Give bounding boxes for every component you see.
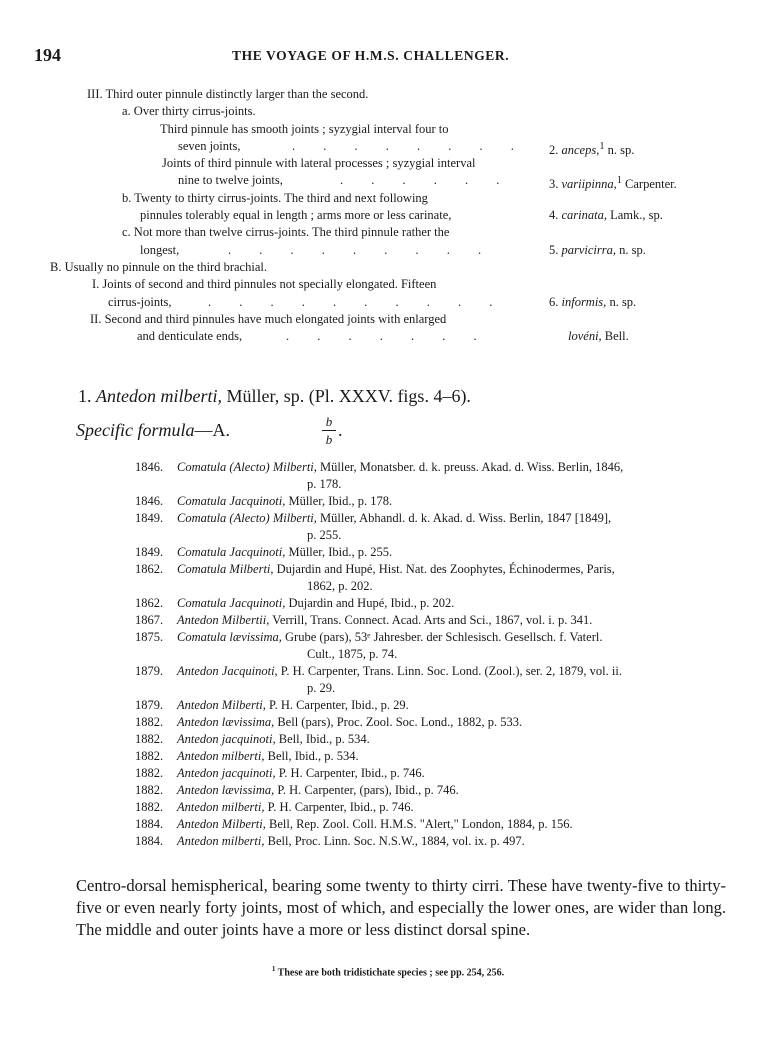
formula-value: —A.	[194, 420, 230, 440]
key-result-authority: n. sp.	[604, 143, 635, 158]
key-line	[0, 224, 776, 241]
synonymy-taxon: Antedon milberti,	[177, 749, 265, 763]
synonymy-reference: Bell, Ibid., p. 534.	[264, 749, 359, 763]
synonymy-citation	[177, 816, 732, 833]
key-line	[0, 172, 776, 192]
synonymy-citation	[177, 595, 732, 612]
synonymy-year: 1862.	[135, 596, 164, 610]
synonymy-taxon: Antedon Milberti,	[177, 698, 266, 712]
species-heading	[78, 386, 471, 407]
synonymy-entry	[0, 493, 776, 510]
key-result-authority: Bell.	[601, 329, 629, 344]
synonymy-entry	[0, 595, 776, 612]
synonymy-taxon: Comatula Jacquinoti,	[177, 494, 286, 508]
synonymy-continuation: p. 178.	[307, 477, 342, 491]
page-header	[34, 45, 750, 69]
key-line	[0, 276, 776, 293]
synonymy-citation	[177, 765, 732, 782]
key-result-number: 6.	[549, 294, 559, 309]
synonymy-entry	[0, 765, 776, 782]
synonymy-citation	[177, 612, 732, 629]
synonymy-citation	[177, 544, 732, 561]
key-result-number: 3.	[549, 177, 559, 192]
key-result-authority: Carpenter.	[621, 177, 677, 192]
species-number: 1.	[78, 386, 92, 406]
footnote-marker: 1	[271, 965, 276, 973]
synonymy-reference: Verrill, Trans. Connect. Acad. Arts and Sci., 1867, vol. i. p. 341.	[269, 613, 593, 627]
synonymy-entry	[0, 748, 776, 765]
footnote-ref: 1	[616, 175, 622, 187]
synonymy-continuation: p. 255.	[307, 528, 342, 542]
key-result-authority: n. sp.	[606, 294, 637, 309]
synonymy-reference: P. H. Carpenter, Trans. Linn. Soc. Lond. (Zool.), ser. 2, 1879, vol. ii.	[277, 664, 622, 678]
synonymy-entry	[0, 782, 776, 799]
synonymy-list	[0, 459, 776, 850]
key-text: Third pinnule has smooth joints ; syzygial interval four to	[160, 121, 449, 136]
key-text: II. Second and third pinnules have much elongated joints with enlarged	[90, 311, 447, 326]
leader-dots: . . . . . . .	[286, 329, 477, 344]
synonymy-year: 1862.	[135, 562, 164, 576]
synonymy-year: 1882.	[135, 783, 164, 797]
synonymy-continuation: Cult., 1875, p. 74.	[307, 647, 398, 661]
synonymy-taxon: Antedon lævissima,	[177, 715, 275, 729]
synonymy-taxon: Comatula (Alecto) Milberti,	[177, 460, 317, 474]
synonymy-year: 1867.	[135, 613, 164, 627]
synonymy-taxon: Antedon Jacquinoti,	[177, 664, 278, 678]
synonymy-citation	[177, 697, 732, 714]
key-line	[0, 86, 776, 103]
key-text: nine to twelve joints,	[178, 173, 283, 188]
synonymy-entry	[0, 731, 776, 748]
key-line	[0, 121, 776, 138]
synonymy-taxon: Antedon Milberti,	[177, 817, 266, 831]
key-result	[568, 328, 629, 345]
synonymy-taxon: Comatula Milberti,	[177, 562, 274, 576]
leader-dots: . . . . . . . . .	[228, 242, 482, 257]
synonymy-year: 1882.	[135, 749, 164, 763]
key-text: longest,	[140, 242, 180, 257]
synonymy-year: 1884.	[135, 817, 164, 831]
leader-dots: . . . . . .	[340, 173, 500, 188]
synonymy-taxon: Comatula Jacquinoti,	[177, 545, 286, 559]
key-line	[0, 259, 776, 276]
synonymy-entry	[0, 544, 776, 561]
key-result-species: lovéni,	[568, 329, 602, 344]
formula-end: .	[338, 420, 343, 440]
synonymy-year: 1849.	[135, 545, 164, 559]
key-result-species: carinata,	[561, 208, 607, 223]
synonymy-taxon: Comatula Jacquinoti,	[177, 596, 286, 610]
formula-numerator: b	[325, 414, 333, 429]
synonymy-reference: Müller, Ibid., p. 255.	[285, 545, 393, 559]
key-result-number: 4.	[549, 208, 559, 223]
key-line	[0, 190, 776, 207]
synonymy-taxon: Comatula lævissima,	[177, 630, 282, 644]
specific-formula	[76, 414, 343, 456]
key-text: B. Usually no pinnule on the third brachial.	[50, 259, 267, 274]
fraction-bar	[322, 430, 336, 431]
leader-dots: . . . . . . . .	[292, 138, 514, 153]
key-result-species: variipinna,	[561, 177, 617, 192]
body-paragraph: Centro-dorsal hemispherical, bearing some twenty to thirty cirri. These have twenty-five to thirty-five or even nearly forty joints, most of which, and especially the lower ones, are wider than long. The middle and outer joints have a more or less distinct dorsal spine.	[76, 876, 726, 939]
synonymy-entry	[0, 833, 776, 850]
synonymy-year: 1882.	[135, 800, 164, 814]
key-text: cirrus-joints,	[108, 294, 172, 309]
synonymy-taxon: Antedon milberti,	[177, 834, 265, 848]
species-name: Antedon milberti,	[96, 386, 222, 406]
synonymy-citation	[177, 782, 732, 799]
formula-label: Specific formula	[76, 420, 195, 440]
key-line	[0, 294, 776, 311]
synonymy-entry	[0, 799, 776, 816]
page-number: 194	[34, 45, 61, 65]
key-result-species: informis,	[561, 294, 607, 309]
synonymy-year: 1846.	[135, 460, 164, 474]
synonymy-continuation: p. 29.	[307, 681, 336, 695]
key-text: a. Over thirty cirrus-joints.	[122, 104, 256, 119]
identification-key	[0, 86, 776, 345]
synonymy-reference: Bell (pars), Proc. Zool. Soc. Lond., 1882, p. 533.	[274, 715, 523, 729]
species-authority: Müller, sp. (Pl. XXXV. figs. 4–6).	[221, 386, 471, 406]
key-result-species: parvicirra,	[561, 242, 617, 257]
synonymy-entry	[0, 663, 776, 697]
synonymy-entry	[0, 561, 776, 595]
synonymy-year: 1882.	[135, 715, 164, 729]
synonymy-taxon: Comatula (Alecto) Milberti,	[177, 511, 317, 525]
synonymy-taxon: Antedon milberti,	[177, 800, 265, 814]
synonymy-citation	[177, 561, 732, 595]
synonymy-citation	[177, 714, 732, 731]
synonymy-entry	[0, 816, 776, 833]
synonymy-year: 1846.	[135, 494, 164, 508]
key-result-authority: n. sp.	[616, 242, 646, 257]
key-result	[549, 207, 663, 224]
key-line	[0, 103, 776, 120]
formula-denominator: b	[325, 432, 333, 447]
synonymy-citation	[177, 629, 732, 663]
synonymy-reference: Bell, Ibid., p. 534.	[275, 732, 370, 746]
synonymy-citation	[177, 493, 732, 510]
synonymy-reference: Bell, Rep. Zool. Coll. H.M.S. "Alert," London, 1884, p. 156.	[265, 817, 573, 831]
key-result-number: 2.	[549, 143, 559, 158]
synonymy-entry	[0, 629, 776, 663]
synonymy-year: 1884.	[135, 834, 164, 848]
synonymy-reference: P. H. Carpenter, (pars), Ibid., p. 746.	[274, 783, 459, 797]
key-result	[549, 242, 646, 259]
synonymy-citation	[177, 748, 732, 765]
synonymy-reference: P. H. Carpenter, Ibid., p. 746.	[275, 766, 425, 780]
key-text: III. Third outer pinnule distinctly larger than the second.	[87, 87, 369, 101]
synonymy-reference: Müller, Abhandl. d. k. Akad. d. Wiss. Berlin, 1847 [1849],	[316, 511, 612, 525]
key-line	[0, 155, 776, 172]
leader-dots: . . . . . . . . . .	[208, 294, 493, 309]
key-result-authority: Lamk., sp.	[606, 208, 663, 223]
footnote-ref: 1	[599, 140, 605, 152]
footnote-text: These are both tridistichate species ; see pp. 254, 256.	[275, 967, 505, 979]
synonymy-taxon: Antedon jacquinoti,	[177, 766, 276, 780]
synonymy-year: 1882.	[135, 766, 164, 780]
synonymy-citation	[177, 663, 732, 697]
synonymy-reference: Dujardin and Hupé, Hist. Nat. des Zoophytes, Échinodermes, Paris,	[273, 562, 615, 576]
key-line	[0, 138, 776, 158]
synonymy-citation	[177, 799, 732, 816]
synonymy-reference: Müller, Monatsber. d. k. preuss. Akad. d. Wiss. Berlin, 1846,	[316, 460, 624, 474]
synonymy-entry	[0, 510, 776, 544]
key-result-species: anceps,	[561, 143, 600, 158]
synonymy-year: 1882.	[135, 732, 164, 746]
key-result-number: 5.	[549, 242, 559, 257]
synonymy-citation	[177, 459, 732, 493]
synonymy-reference: Müller, Ibid., p. 178.	[285, 494, 393, 508]
synonymy-citation	[177, 731, 732, 748]
key-line	[0, 242, 776, 259]
key-text: seven joints,	[178, 138, 241, 153]
synonymy-entry	[0, 697, 776, 714]
synonymy-year: 1875.	[135, 630, 164, 644]
synonymy-entry	[0, 459, 776, 493]
running-title: THE VOYAGE OF H.M.S. CHALLENGER.	[232, 48, 510, 63]
synonymy-reference: Grube (pars), 53ᵉ Jahresber. der Schlesisch. Gesellsch. f. Vaterl.	[281, 630, 603, 644]
key-line	[0, 207, 776, 224]
synonymy-reference: Dujardin and Hupé, Ibid., p. 202.	[285, 596, 455, 610]
synonymy-citation	[177, 833, 732, 850]
synonymy-entry	[0, 714, 776, 731]
footnote	[0, 965, 776, 978]
synonymy-continuation: 1862, p. 202.	[307, 579, 373, 593]
synonymy-year: 1879.	[135, 664, 164, 678]
synonymy-reference: Bell, Proc. Linn. Soc. N.S.W., 1884, vol. ix. p. 497.	[264, 834, 525, 848]
synonymy-reference: P. H. Carpenter, Ibid., p. 746.	[264, 800, 414, 814]
key-text: I. Joints of second and third pinnules not specially elongated. Fifteen	[92, 277, 437, 292]
key-text: c. Not more than twelve cirrus-joints. The third pinnule rather the	[122, 225, 450, 240]
synonymy-year: 1879.	[135, 698, 164, 712]
formula-fraction	[322, 414, 336, 447]
key-line	[0, 311, 776, 328]
synonymy-entry	[0, 612, 776, 629]
key-text: Joints of third pinnule with lateral processes ; syzygial interval	[162, 156, 476, 171]
synonymy-taxon: Antedon jacquinoti,	[177, 732, 276, 746]
synonymy-reference: P. H. Carpenter, Ibid., p. 29.	[265, 698, 409, 712]
key-text: pinnules tolerably equal in length ; arms more or less carinate,	[140, 208, 452, 223]
key-text: b. Twenty to thirty cirrus-joints. The third and next following	[122, 190, 428, 205]
key-text: and denticulate ends,	[137, 329, 243, 344]
synonymy-taxon: Antedon lævissima,	[177, 783, 275, 797]
key-line	[0, 328, 776, 345]
synonymy-citation	[177, 510, 732, 544]
synonymy-year: 1849.	[135, 511, 164, 525]
synonymy-taxon: Antedon Milbertii,	[177, 613, 270, 627]
key-result	[549, 294, 636, 311]
